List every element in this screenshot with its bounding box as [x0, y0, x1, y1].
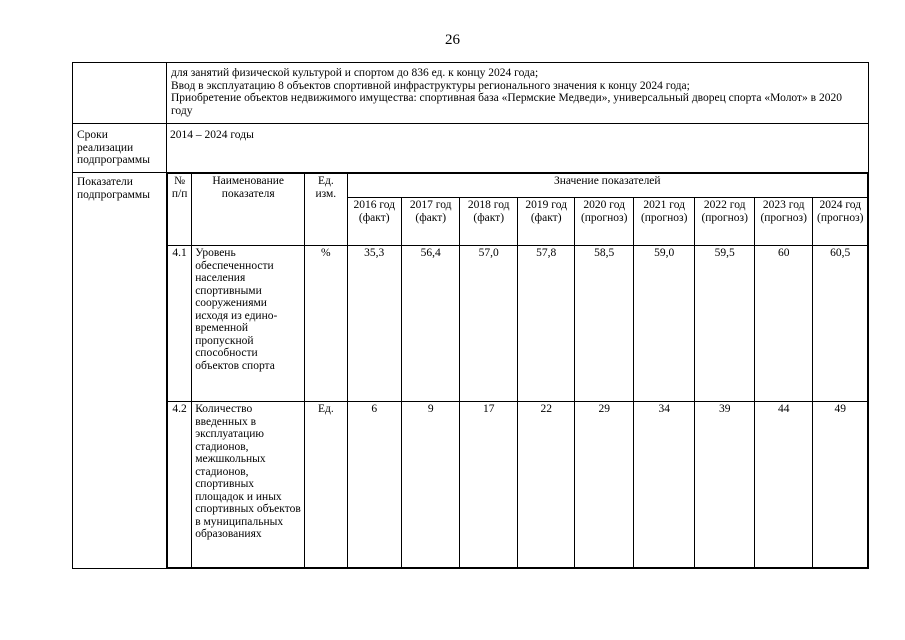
row-name: Количество введенных в эксплуатацию стадионов, межшкольных стадионов, спортивных площадок и иных спортивных объектов в муниципальных образованиях [192, 402, 305, 568]
header-year: 2020 год (прогноз) [575, 198, 634, 246]
row-value: 35,3 [347, 246, 401, 402]
row-num: 4.2 [168, 402, 192, 568]
row-value: 58,5 [575, 246, 634, 402]
page-number: 26 [445, 32, 460, 48]
header-year: 2017 год (факт) [401, 198, 460, 246]
row-value: 59,0 [633, 246, 695, 402]
row-name: Уровень обеспеченности населения спортивными сооружениями исходя из едино-временной пропускной способности объектов спорта [192, 246, 305, 402]
period-label: Сроки реализации подпрограммы [73, 124, 167, 173]
row-value: 22 [517, 402, 574, 568]
program-passport-table [72, 62, 869, 569]
row-value: 44 [754, 402, 813, 568]
header-year: 2023 год (прогноз) [754, 198, 813, 246]
header-year: 2022 год (прогноз) [695, 198, 755, 246]
row-unit: Ед. [305, 402, 347, 568]
row-value: 6 [347, 402, 401, 568]
header-row-group [168, 174, 868, 198]
row-unit: % [305, 246, 347, 402]
intro-text [167, 63, 869, 124]
header-values-group: Значение показателей [347, 174, 867, 198]
row-value: 29 [575, 402, 634, 568]
indicators-row [73, 173, 869, 569]
row-value: 59,5 [695, 246, 755, 402]
row-value: 9 [401, 402, 460, 568]
header-year: 2024 год (прогноз) [813, 198, 868, 246]
intro-line: для занятий физической культурой и спортом до 836 ед. к концу 2024 года; [171, 67, 539, 79]
header-year: 2019 год (факт) [517, 198, 574, 246]
row-value: 57,8 [517, 246, 574, 402]
intro-line: Ввод в эксплуатацию 8 объектов спортивной инфраструктуры регионального значения к концу 2024 года; [171, 79, 690, 92]
header-name: Наименование показателя [192, 174, 305, 246]
row-value: 34 [633, 402, 695, 568]
row-value: 60,5 [813, 246, 868, 402]
row-value: 49 [813, 402, 868, 568]
row-value: 56,4 [401, 246, 460, 402]
header-year: 2016 год (факт) [347, 198, 401, 246]
indicators-label: Показатели подпрограммы [73, 173, 167, 569]
header-num: № п/п [168, 174, 192, 246]
indicators-table [167, 173, 868, 568]
table-row [168, 246, 868, 402]
table-row [168, 402, 868, 568]
header-year: 2018 год (факт) [460, 198, 517, 246]
intro-line: Приобретение объектов недвижимого имущества: спортивная база «Пермские Медведи», универсальный дворец спорта «Молот» в 2020 году [171, 92, 842, 117]
header-unit: Ед. изм. [305, 174, 347, 246]
row-value: 60 [754, 246, 813, 402]
row-value: 17 [460, 402, 517, 568]
row-num: 4.1 [168, 246, 192, 402]
period-value: 2014 – 2024 годы [167, 124, 869, 173]
intro-row [73, 63, 869, 124]
indicators-cell [167, 173, 869, 569]
intro-label-empty [73, 63, 167, 124]
period-row [73, 124, 869, 173]
row-value: 57,0 [460, 246, 517, 402]
row-value: 39 [695, 402, 755, 568]
header-year: 2021 год (прогноз) [633, 198, 695, 246]
